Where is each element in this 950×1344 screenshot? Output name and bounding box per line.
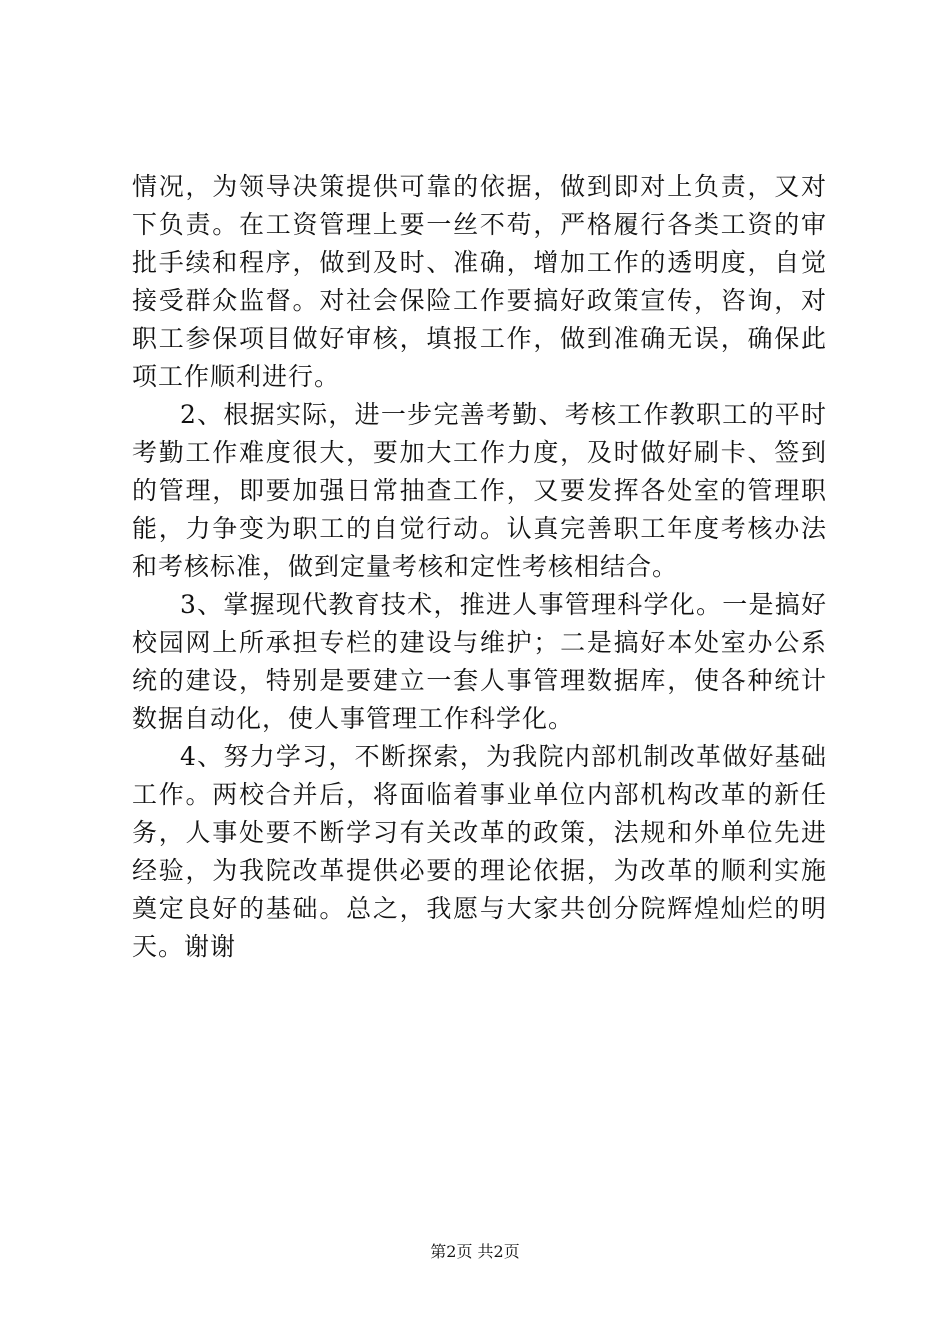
paragraph-1: 情况，为领导决策提供可靠的依据，做到即对上负责，又对下负责。在工资管理上要一丝不苟，严格履行各类工资的审批手续和程序，做到及时、准确，增加工作的透明度，自觉接受群众监督。对社会保险工作要搞好政策宣传，咨询，对职工参保项目做好审核，填报工作，做到准确无误，确保此项工作顺利进行。 bbox=[132, 172, 827, 391]
paragraph-2: 2、根据实际，进一步完善考勤、考核工作教职工的平时考勤工作难度很大，要加大工作力度，及时做好刷卡、签到的管理，即要加强日常抽查工作，又要发挥各处室的管理职能，力争变为职工的自觉行动。认真完善职工年度考核办法和考核标准，做到定量考核和定性考核相结合。 bbox=[132, 400, 827, 581]
document-body bbox=[132, 168, 827, 966]
paragraph-3: 3、掌握现代教育技术，推进人事管理科学化。一是搞好校园网上所承担专栏的建设与维护；二是搞好本处室办公系统的建设，特别是要建立一套人事管理数据库，使各种统计数据自动化，使人事管理工作科学化。 bbox=[132, 590, 827, 733]
paragraph-4: 4、努力学习，不断探索，为我院内部机制改革做好基础工作。两校合并后，将面临着事业单位内部机构改革的新任务，人事处要不断学习有关改革的政策，法规和外单位先进经验，为我院改革提供必要的理论依据，为改革的顺利实施奠定良好的基础。总之，我愿与大家共创分院辉煌灿烂的明天。谢谢 bbox=[132, 742, 827, 961]
page-footer: 第2页 共2页 bbox=[430, 1242, 520, 1261]
